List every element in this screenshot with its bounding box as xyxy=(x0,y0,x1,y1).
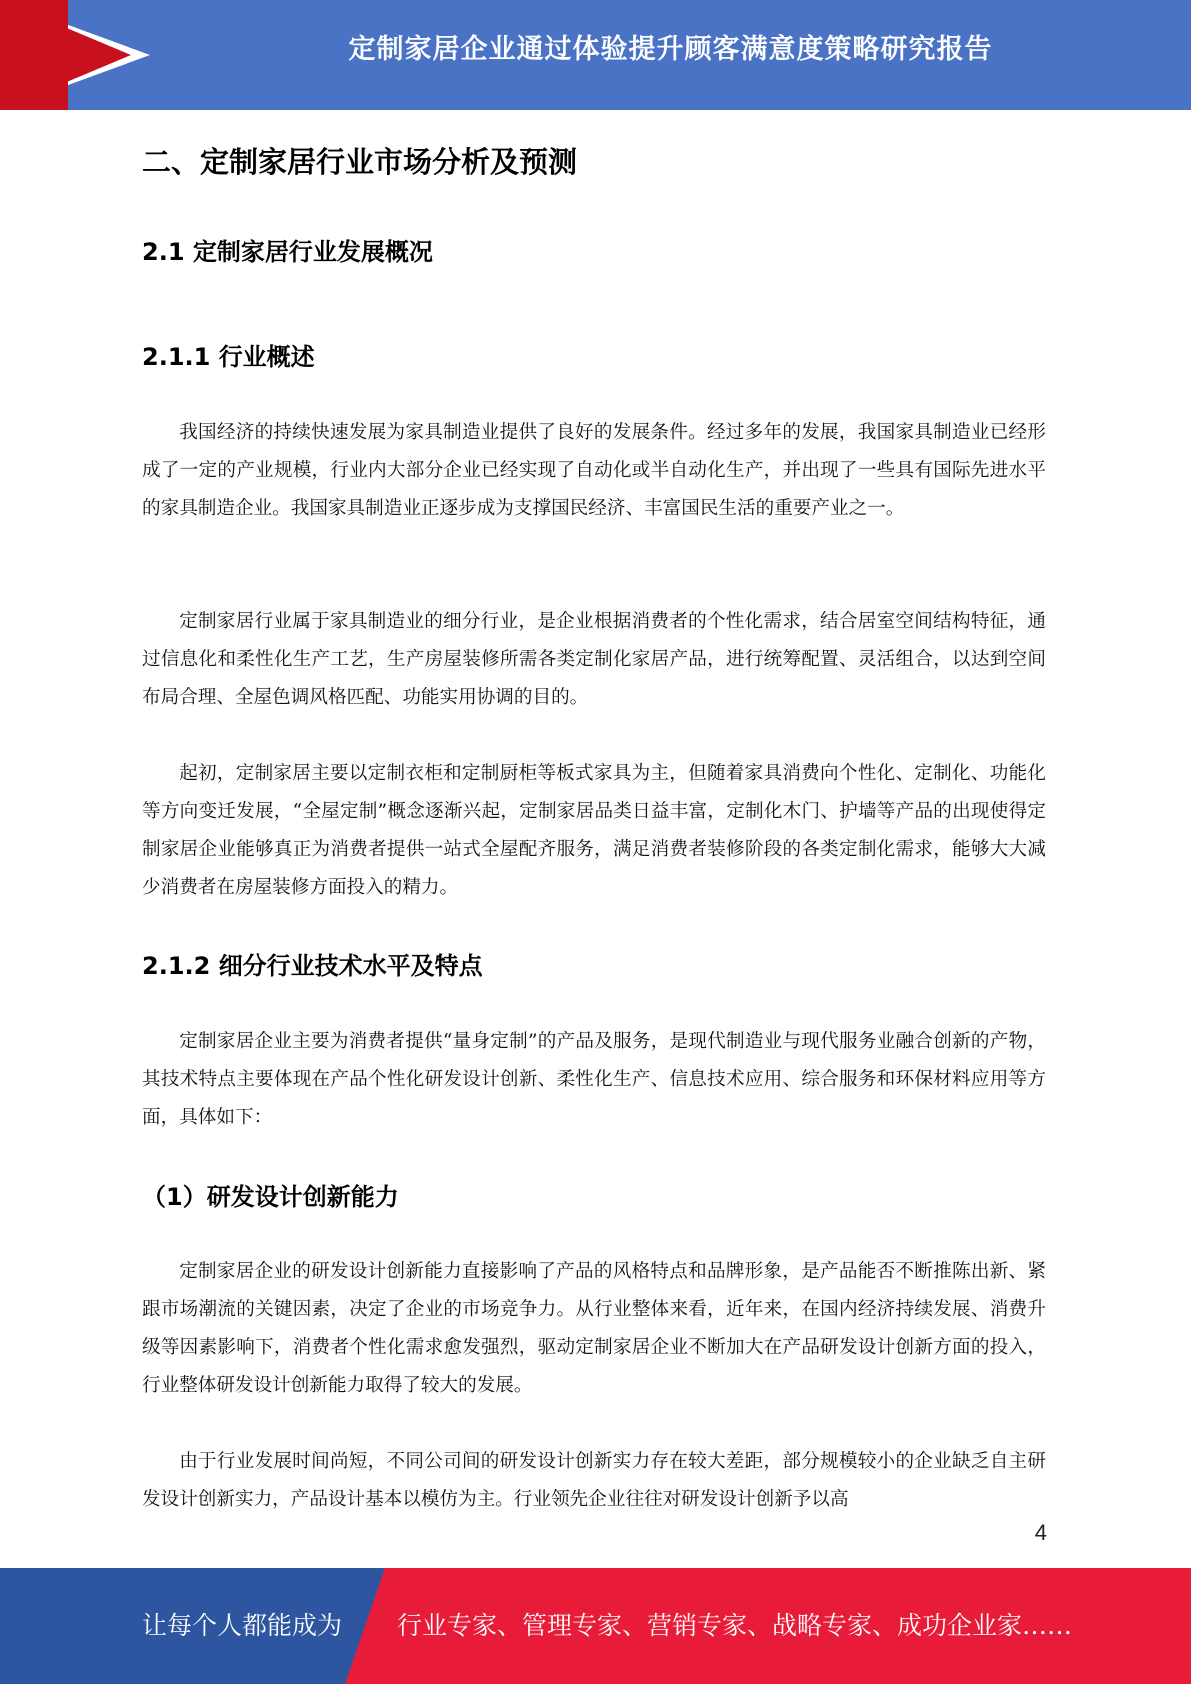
paragraph: 由于行业发展时间尚短，不同公司间的研发设计创新实力存在较大差距，部分规模较小的企业缺乏自主研发设计创新实力，产品设计基本以模仿为主。行业领先企业往往对研发设计创新予以高 xyxy=(142,1451,1046,1510)
item-title-1: （1）研发设计创新能力 xyxy=(142,1183,399,1211)
footer-slogan-right: 行业专家、管理专家、营销专家、战略专家、成功企业家…… xyxy=(397,1611,1073,1640)
header-red-arrow xyxy=(0,0,131,110)
subsection-title-2-1-1: 2.1.1 行业概述 xyxy=(142,343,315,371)
page-number: 4 xyxy=(1034,1520,1047,1545)
subsubsection-heading xyxy=(142,337,1046,372)
subsubsection-heading xyxy=(142,946,1046,981)
subsection-title-2-1-2: 2.1.2 细分行业技术水平及特点 xyxy=(142,952,483,980)
paragraph: 我国经济的持续快速发展为家具制造业提供了良好的发展条件。经过多年的发展，我国家具制造业已经形成了一定的产业规模，行业内大部分企业已经实现了自动化或半自动化生产，并出现了一些具有国际先进水平的家具制造企业。我国家具制造业正逐步成为支撑国民经济、丰富国民生活的重要产业之一。 xyxy=(142,422,1046,519)
item-heading xyxy=(142,1177,1046,1212)
paragraph: 定制家居企业主要为消费者提供“量身定制”的产品及服务，是现代制造业与现代服务业融合创新的产物，其技术特点主要体现在产品个性化研发设计创新、柔性化生产、信息技术应用、综合服务和环保材料应用等方面，具体如下： xyxy=(142,1031,1046,1128)
paragraph: 定制家居企业的研发设计创新能力直接影响了产品的风格特点和品牌形象，是产品能否不断推陈出新、紧跟市场潮流的关键因素，决定了企业的市场竞争力。从行业整体来看，近年来，在国内经济持续发展、消费升级等因素影响下，消费者个性化需求愈发强烈，驱动定制家居企业不断加大在产品研发设计创新方面的投入，行业整体研发设计创新能力取得了较大的发展。 xyxy=(142,1261,1046,1396)
report-title: 定制家居企业通过体验提升顾客满意度策略研究报告 xyxy=(348,34,993,65)
section-title: 二、定制家居行业市场分析及预测 xyxy=(142,145,578,179)
footer-slogan-left: 让每个人都能成为 xyxy=(142,1611,343,1640)
subsection-title-2-1: 2.1 定制家居行业发展概况 xyxy=(142,238,433,266)
footer-banner xyxy=(0,1568,1191,1684)
section-heading xyxy=(142,140,1046,181)
subsection-heading xyxy=(142,232,1046,267)
paragraph: 定制家居行业属于家具制造业的细分行业，是企业根据消费者的个性化需求，结合居室空间结构特征，通过信息化和柔性化生产工艺，生产房屋装修所需各类定制化家居产品，进行统筹配置、灵活组合，以达到空间布局合理、全屋色调风格匹配、功能实用协调的目的。 xyxy=(142,611,1046,708)
header-banner xyxy=(0,0,1191,110)
paragraph: 起初，定制家居主要以定制衣柜和定制厨柜等板式家具为主，但随着家具消费向个性化、定制化、功能化等方向变迁发展，“全屋定制”概念逐渐兴起，定制家居品类日益丰富，定制化木门、护墙等产品的出现使得定制家居企业能够真正为消费者提供一站式全屋配齐服务，满足消费者装修阶段的各类定制化需求，能够大大减少消费者在房屋装修方面投入的精力。 xyxy=(142,763,1046,898)
